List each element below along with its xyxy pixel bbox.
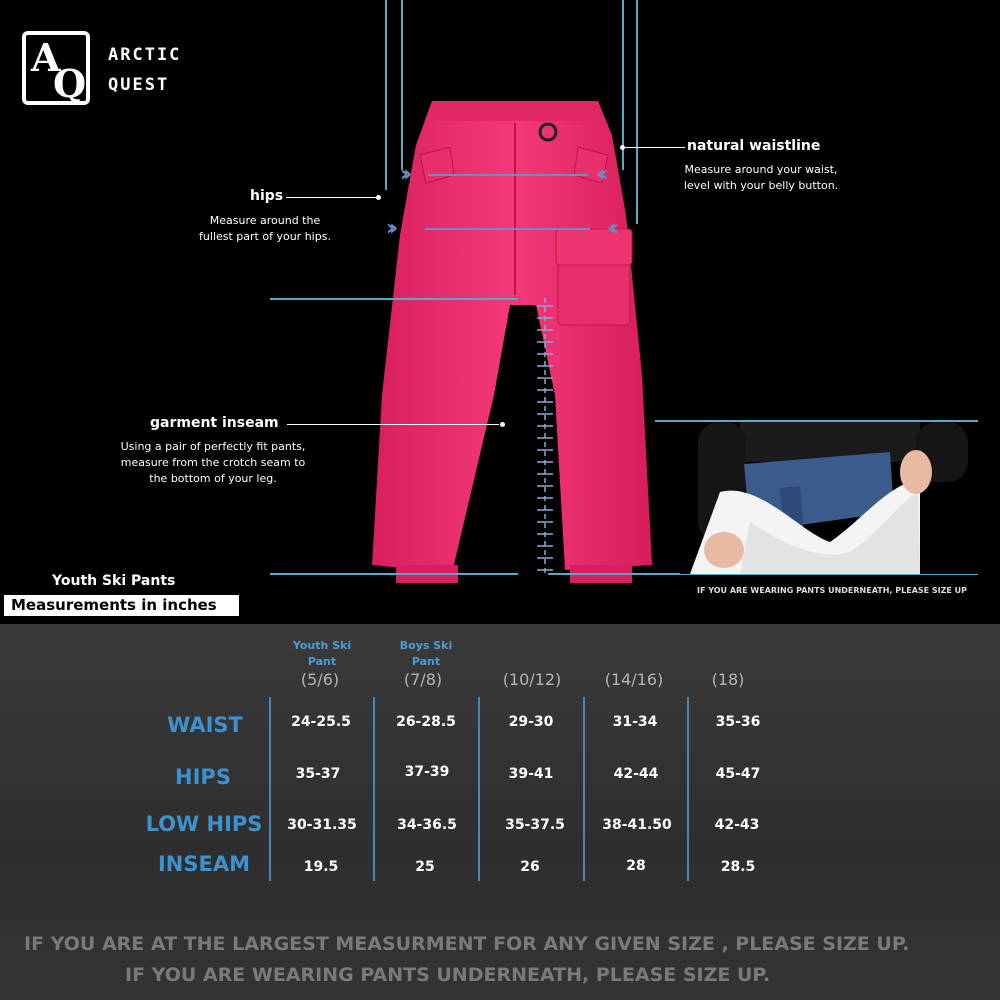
col-name-youth-line2: Pant xyxy=(307,655,337,668)
table-cell: 25 xyxy=(415,859,435,875)
row-label-low-hips: LOW HIPS xyxy=(145,812,263,836)
col-name-youth-line1: Youth Ski xyxy=(292,639,352,652)
hips-arrow-right-icon: ‹‹ xyxy=(607,216,614,241)
col-size-5: (18) xyxy=(711,670,745,689)
waist-desc-line1: Measure around your waist, xyxy=(684,163,838,176)
waist-description xyxy=(668,162,854,194)
table-cell: 45-47 xyxy=(715,766,761,782)
table-cell: 28.5 xyxy=(720,859,756,875)
row-label-waist: WAIST xyxy=(167,713,243,737)
product-title: Youth Ski Pants xyxy=(52,573,176,589)
row-label-hips: HIPS xyxy=(175,765,231,789)
table-cell: 38-41.50 xyxy=(602,817,672,833)
col-size-3: (10/12) xyxy=(502,670,562,689)
layering-photo xyxy=(680,422,980,574)
footer-note-size-up: IF YOU ARE AT THE LARGEST MEASURMENT FOR ANY GIVEN SIZE , PLEASE SIZE UP. xyxy=(24,933,910,955)
inseam-leader-dot xyxy=(500,422,505,427)
table-cell: 24-25.5 xyxy=(291,714,351,730)
brand-logo xyxy=(22,31,90,105)
table-cell: 34-36.5 xyxy=(397,817,457,833)
waist-desc-line2: level with your belly button. xyxy=(683,179,839,192)
table-cell: 19.5 xyxy=(303,859,339,875)
col-name-boys-line2: Pant xyxy=(411,655,441,668)
waist-arrow-right-icon: ‹‹ xyxy=(596,162,603,187)
waist-label: natural waistline xyxy=(687,138,821,154)
table-cell: 26 xyxy=(520,859,540,875)
table-cell: 26-28.5 xyxy=(396,714,456,730)
waist-leader-line xyxy=(625,147,685,148)
row-label-inseam: INSEAM xyxy=(157,852,250,876)
hips-measure-line xyxy=(425,228,590,230)
col-name-youth xyxy=(277,638,367,670)
table-cell: 37-39 xyxy=(404,764,450,780)
hips-arrow-left-icon: ›› xyxy=(386,216,393,241)
crotch-line xyxy=(270,298,518,300)
inseam-description xyxy=(100,439,326,487)
table-cell: 35-37.5 xyxy=(505,817,565,833)
underneath-note: IF YOU ARE WEARING PANTS UNDERNEATH, PLEASE SIZE UP xyxy=(697,586,968,595)
col-size-4: (14/16) xyxy=(604,670,664,689)
column-divider xyxy=(373,697,375,881)
table-cell: 42-44 xyxy=(613,766,659,782)
col-name-boys-line1: Boys Ski xyxy=(399,639,453,652)
logo-letter-a: A xyxy=(31,35,61,80)
table-cell: 31-34 xyxy=(612,714,658,730)
table-cell: 30-31.35 xyxy=(287,817,357,833)
column-divider xyxy=(478,697,480,881)
inseam-desc-line2: measure from the crotch seam to xyxy=(120,456,306,469)
hips-leader-dot xyxy=(376,195,381,200)
hips-desc-line2: fullest part of your hips. xyxy=(199,230,331,243)
waist-arrow-left-icon: ›› xyxy=(400,162,407,187)
waist-measure-line xyxy=(428,174,588,176)
inseam-desc-line3: the bottom of your leg. xyxy=(149,472,277,485)
table-cell: 28 xyxy=(626,858,646,874)
table-cell: 35-37 xyxy=(295,766,341,782)
brand-name-line1: ARCTIC xyxy=(108,45,182,65)
col-size-2: (7/8) xyxy=(403,670,443,689)
table-cell: 29-30 xyxy=(508,714,554,730)
hem-line-left xyxy=(270,573,518,575)
measurements-label: Measurements in inches xyxy=(4,595,239,616)
col-size-1: (5/6) xyxy=(300,670,340,689)
table-cell: 42-43 xyxy=(714,817,760,833)
table-cell: 35-36 xyxy=(715,714,761,730)
hips-leader-line xyxy=(286,197,378,198)
table-cell: 39-41 xyxy=(508,766,554,782)
inseam-desc-line1: Using a pair of perfectly fit pants, xyxy=(120,440,306,453)
footer-note-underneath: IF YOU ARE WEARING PANTS UNDERNEATH, PLEASE SIZE UP. xyxy=(125,964,771,986)
inseam-label: garment inseam xyxy=(150,415,279,431)
brand-name-line2: QUEST xyxy=(108,75,170,95)
hips-description xyxy=(175,213,355,245)
col-name-boys xyxy=(381,638,471,670)
inseam-ruler xyxy=(534,298,558,578)
inseam-leader-line xyxy=(287,424,499,425)
logo-letter-q: Q xyxy=(53,61,87,106)
hips-label: hips xyxy=(250,188,284,204)
hips-desc-line1: Measure around the xyxy=(209,214,321,227)
